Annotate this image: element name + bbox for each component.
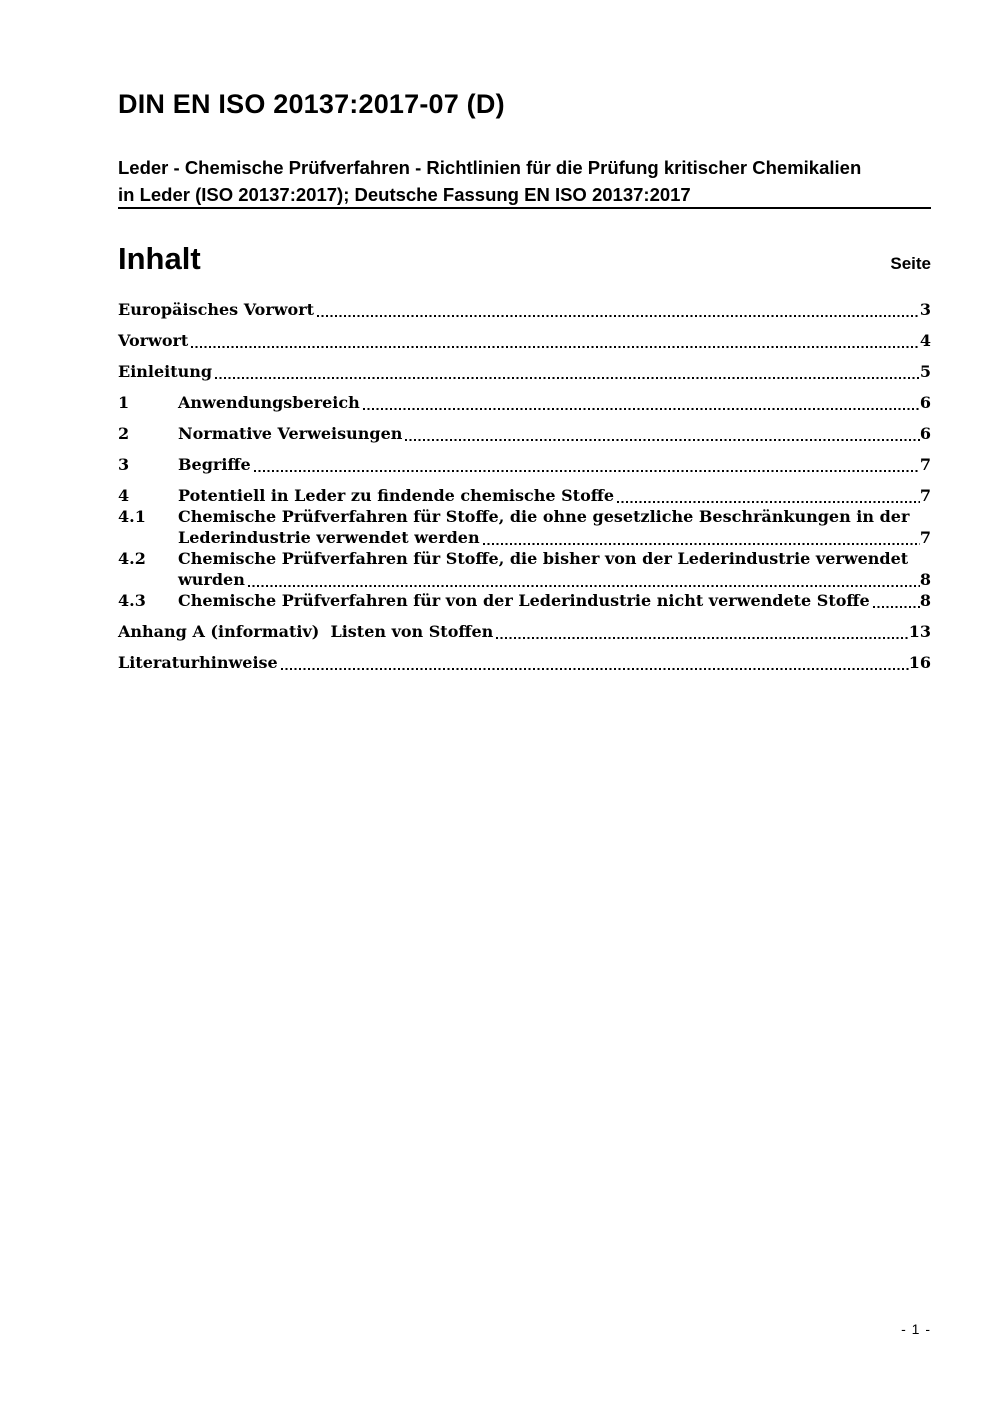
toc-entry-number: 4.1 xyxy=(118,507,146,526)
toc-entry-number: 4 xyxy=(118,486,130,505)
toc-entry-number: 1 xyxy=(118,393,130,412)
footer-page-number: - 1 - xyxy=(901,1321,931,1337)
toc-entry-4-potentielle-stoffe[interactable] xyxy=(118,485,931,506)
toc-entry-label-continuation: Lederindustrie verwendet werden xyxy=(178,528,480,547)
toc-entry-literaturhinweise[interactable] xyxy=(118,652,931,673)
toc-header xyxy=(118,240,931,278)
toc-entry-1-anwendungsbereich[interactable] xyxy=(118,392,931,413)
toc-entry-4-3-pruefverfahren-nicht-verwendete-stoffe[interactable] xyxy=(118,590,931,611)
toc-entry-label: Chemische Prüfverfahren für Stoffe, die bisher von der Lederindustrie verwendet xyxy=(178,549,909,568)
toc-entry-page: 5 xyxy=(919,362,931,381)
document-subtitle-line1: Leder - Chemische Prüfverfahren - Richtlinien für die Prüfung kritischer Chemikalien xyxy=(118,157,862,178)
header-divider-rule xyxy=(118,207,931,209)
toc-entry-page: 3 xyxy=(919,300,931,319)
toc-entry-label: Anhang A (informativ) Listen von Stoffen xyxy=(118,622,494,641)
toc-entry-number: 2 xyxy=(118,424,130,443)
toc-entry-page: 7 xyxy=(919,486,931,505)
toc-entry-page: 6 xyxy=(919,424,931,443)
toc-entry-anhang-a[interactable] xyxy=(118,621,931,642)
toc-heading: Inhalt xyxy=(118,241,201,276)
toc-list xyxy=(118,299,931,673)
toc-entry-label: Vorwort xyxy=(118,331,189,350)
toc-entry-page: 4 xyxy=(919,331,931,350)
toc-entry-page: 7 xyxy=(919,455,931,474)
toc-entry-page: 13 xyxy=(908,622,931,641)
toc-entry-3-begriffe[interactable] xyxy=(118,454,931,475)
toc-leader-dots xyxy=(363,408,920,410)
toc-entry-4-2-pruefverfahren-bisher-verwendet[interactable] xyxy=(118,548,931,590)
toc-entry-label: Anwendungsbereich xyxy=(178,393,360,412)
toc-num-spacer xyxy=(118,527,178,548)
toc-entry-label: Potentiell in Leder zu findende chemische Stoffe xyxy=(178,486,615,505)
document-title: DIN EN ISO 20137:2017-07 (D) xyxy=(118,89,505,119)
document-subtitle-line2: in Leder (ISO 20137:2017); Deutsche Fassung EN ISO 20137:2017 xyxy=(118,184,691,205)
toc-entry-label: Literaturhinweise xyxy=(118,653,278,672)
toc-entry-label: Einleitung xyxy=(118,362,213,381)
toc-entry-europaeisches-vorwort[interactable] xyxy=(118,299,931,320)
toc-leader-dots xyxy=(873,606,920,608)
toc-entry-page: 7 xyxy=(919,528,931,547)
toc-entry-page: 8 xyxy=(919,570,931,589)
toc-entry-label-continuation: wurden xyxy=(178,570,245,589)
toc-leader-dots xyxy=(483,543,920,545)
toc-entry-2-normative-verweisungen[interactable] xyxy=(118,423,931,444)
toc-leader-dots xyxy=(254,470,920,472)
toc-leader-dots xyxy=(617,501,920,503)
toc-entry-page: 16 xyxy=(908,653,931,672)
toc-leader-dots xyxy=(191,346,920,348)
toc-entry-label: Begriffe xyxy=(178,455,251,474)
toc-leader-dots xyxy=(317,315,920,317)
toc-entry-number: 4.2 xyxy=(118,549,146,568)
toc-entry-page: 8 xyxy=(919,591,931,610)
toc-page-column-label: Seite xyxy=(890,254,931,273)
toc-entry-number: 3 xyxy=(118,455,130,474)
toc-entry-label: Normative Verweisungen xyxy=(178,424,403,443)
toc-entry-label: Europäisches Vorwort xyxy=(118,300,315,319)
toc-num-spacer xyxy=(118,569,178,590)
toc-entry-number: 4.3 xyxy=(118,591,146,610)
toc-entry-label: Chemische Prüfverfahren für von der Lederindustrie nicht verwendete Stoffe xyxy=(178,591,870,610)
toc-leader-dots xyxy=(248,585,920,587)
toc-entry-vorwort[interactable] xyxy=(118,330,931,351)
toc-entry-einleitung[interactable] xyxy=(118,361,931,382)
toc-entry-label: Chemische Prüfverfahren für Stoffe, die ohne gesetzliche Beschränkungen in der xyxy=(178,507,910,526)
toc-leader-dots xyxy=(215,377,920,379)
document-subtitle xyxy=(118,154,931,208)
toc-entry-4-1-pruefverfahren-ohne-beschraenkungen[interactable] xyxy=(118,506,931,548)
toc-leader-dots xyxy=(496,637,908,639)
toc-leader-dots xyxy=(405,439,919,441)
toc-leader-dots xyxy=(281,668,909,670)
toc-entry-page: 6 xyxy=(919,393,931,412)
